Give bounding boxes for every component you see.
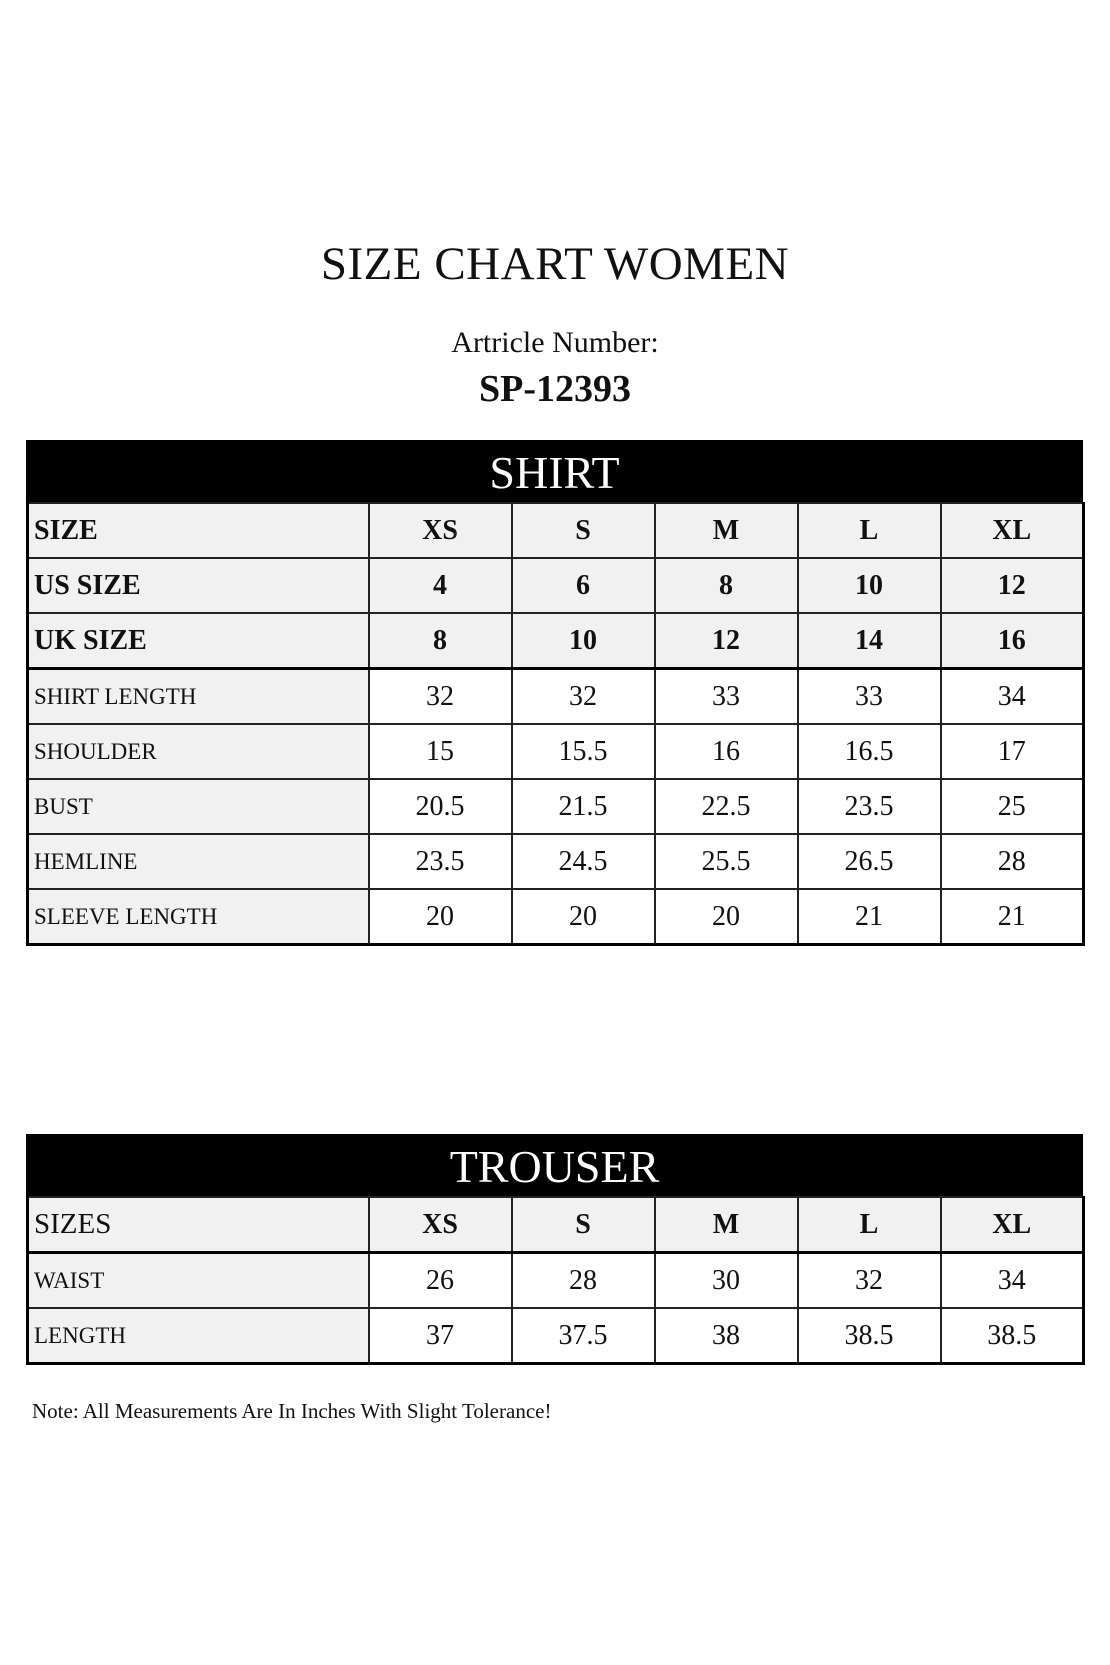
table-cell: 21 <box>941 889 1084 945</box>
table-cell: 23.5 <box>369 834 512 889</box>
trouser-heading: TROUSER <box>26 1134 1083 1196</box>
article-number-value: SP-12393 <box>479 368 631 410</box>
table-cell: 26.5 <box>798 834 941 889</box>
table-cell: 25.5 <box>655 834 798 889</box>
table-cell: 38.5 <box>798 1308 941 1364</box>
table-cell: 10 <box>798 558 941 613</box>
table-cell: 32 <box>798 1253 941 1309</box>
trouser-size-xl: XL <box>941 1197 1084 1253</box>
table-cell: 15.5 <box>512 724 655 779</box>
table-cell: 6 <box>512 558 655 613</box>
table-cell: 10 <box>512 613 655 669</box>
table-cell: 14 <box>798 613 941 669</box>
shirt-size-l: L <box>798 503 941 558</box>
table-cell: 16.5 <box>798 724 941 779</box>
table-cell: 8 <box>655 558 798 613</box>
table-cell: 37.5 <box>512 1308 655 1364</box>
table-row <box>28 889 1084 945</box>
us-size-label: US SIZE <box>28 558 369 613</box>
table-cell: 22.5 <box>655 779 798 834</box>
table-cell: 24.5 <box>512 834 655 889</box>
table-cell: 21 <box>798 889 941 945</box>
trouser-size-m: M <box>655 1197 798 1253</box>
table-cell: 17 <box>941 724 1084 779</box>
table-cell: 26 <box>369 1253 512 1309</box>
table-cell: 30 <box>655 1253 798 1309</box>
page-title: SIZE CHART WOMEN <box>320 238 790 290</box>
row-label: SHOULDER <box>28 724 369 779</box>
row-label: BUST <box>28 779 369 834</box>
table-cell: 32 <box>369 669 512 725</box>
trouser-size-l: L <box>798 1197 941 1253</box>
shirt-heading: SHIRT <box>26 440 1083 502</box>
shirt-size-section <box>26 440 1083 946</box>
row-label: SHIRT LENGTH <box>28 669 369 725</box>
table-cell: 25 <box>941 779 1084 834</box>
table-cell: 20 <box>655 889 798 945</box>
table-cell: 38.5 <box>941 1308 1084 1364</box>
table-cell: 33 <box>798 669 941 725</box>
row-label: SLEEVE LENGTH <box>28 889 369 945</box>
table-cell: 12 <box>655 613 798 669</box>
table-cell: 8 <box>369 613 512 669</box>
table-cell: 20.5 <box>369 779 512 834</box>
table-row <box>28 1308 1084 1364</box>
table-row <box>28 669 1084 725</box>
table-cell: 15 <box>369 724 512 779</box>
table-row <box>28 834 1084 889</box>
table-cell: 33 <box>655 669 798 725</box>
shirt-size-table <box>26 502 1085 946</box>
shirt-size-s: S <box>512 503 655 558</box>
table-cell: 21.5 <box>512 779 655 834</box>
table-cell: 16 <box>655 724 798 779</box>
shirt-size-xs: XS <box>369 503 512 558</box>
table-cell: 34 <box>941 669 1084 725</box>
shirt-size-xl: XL <box>941 503 1084 558</box>
table-row <box>28 779 1084 834</box>
row-label: HEMLINE <box>28 834 369 889</box>
table-cell: 34 <box>941 1253 1084 1309</box>
trouser-header-label: SIZES <box>28 1197 369 1253</box>
article-number-label: Artricle Number: <box>451 326 659 359</box>
trouser-size-section <box>26 1134 1083 1365</box>
shirt-header-row <box>28 503 1084 558</box>
table-cell: 20 <box>512 889 655 945</box>
table-cell: 32 <box>512 669 655 725</box>
row-label: WAIST <box>28 1253 369 1309</box>
table-cell: 12 <box>941 558 1084 613</box>
measurement-note: Note: All Measurements Are In Inches With Slight Tolerance! <box>32 1399 552 1423</box>
shirt-uk-size-row <box>28 613 1084 669</box>
table-row <box>28 1253 1084 1309</box>
shirt-size-m: M <box>655 503 798 558</box>
shirt-us-size-row <box>28 558 1084 613</box>
table-cell: 23.5 <box>798 779 941 834</box>
table-cell: 38 <box>655 1308 798 1364</box>
table-cell: 37 <box>369 1308 512 1364</box>
row-label: LENGTH <box>28 1308 369 1364</box>
table-cell: 4 <box>369 558 512 613</box>
trouser-size-s: S <box>512 1197 655 1253</box>
trouser-size-table <box>26 1196 1085 1365</box>
trouser-size-xs: XS <box>369 1197 512 1253</box>
table-cell: 28 <box>512 1253 655 1309</box>
table-cell: 20 <box>369 889 512 945</box>
table-cell: 16 <box>941 613 1084 669</box>
uk-size-label: UK SIZE <box>28 613 369 669</box>
trouser-header-row <box>28 1197 1084 1253</box>
shirt-header-label: SIZE <box>28 503 369 558</box>
table-row <box>28 724 1084 779</box>
table-cell: 28 <box>941 834 1084 889</box>
